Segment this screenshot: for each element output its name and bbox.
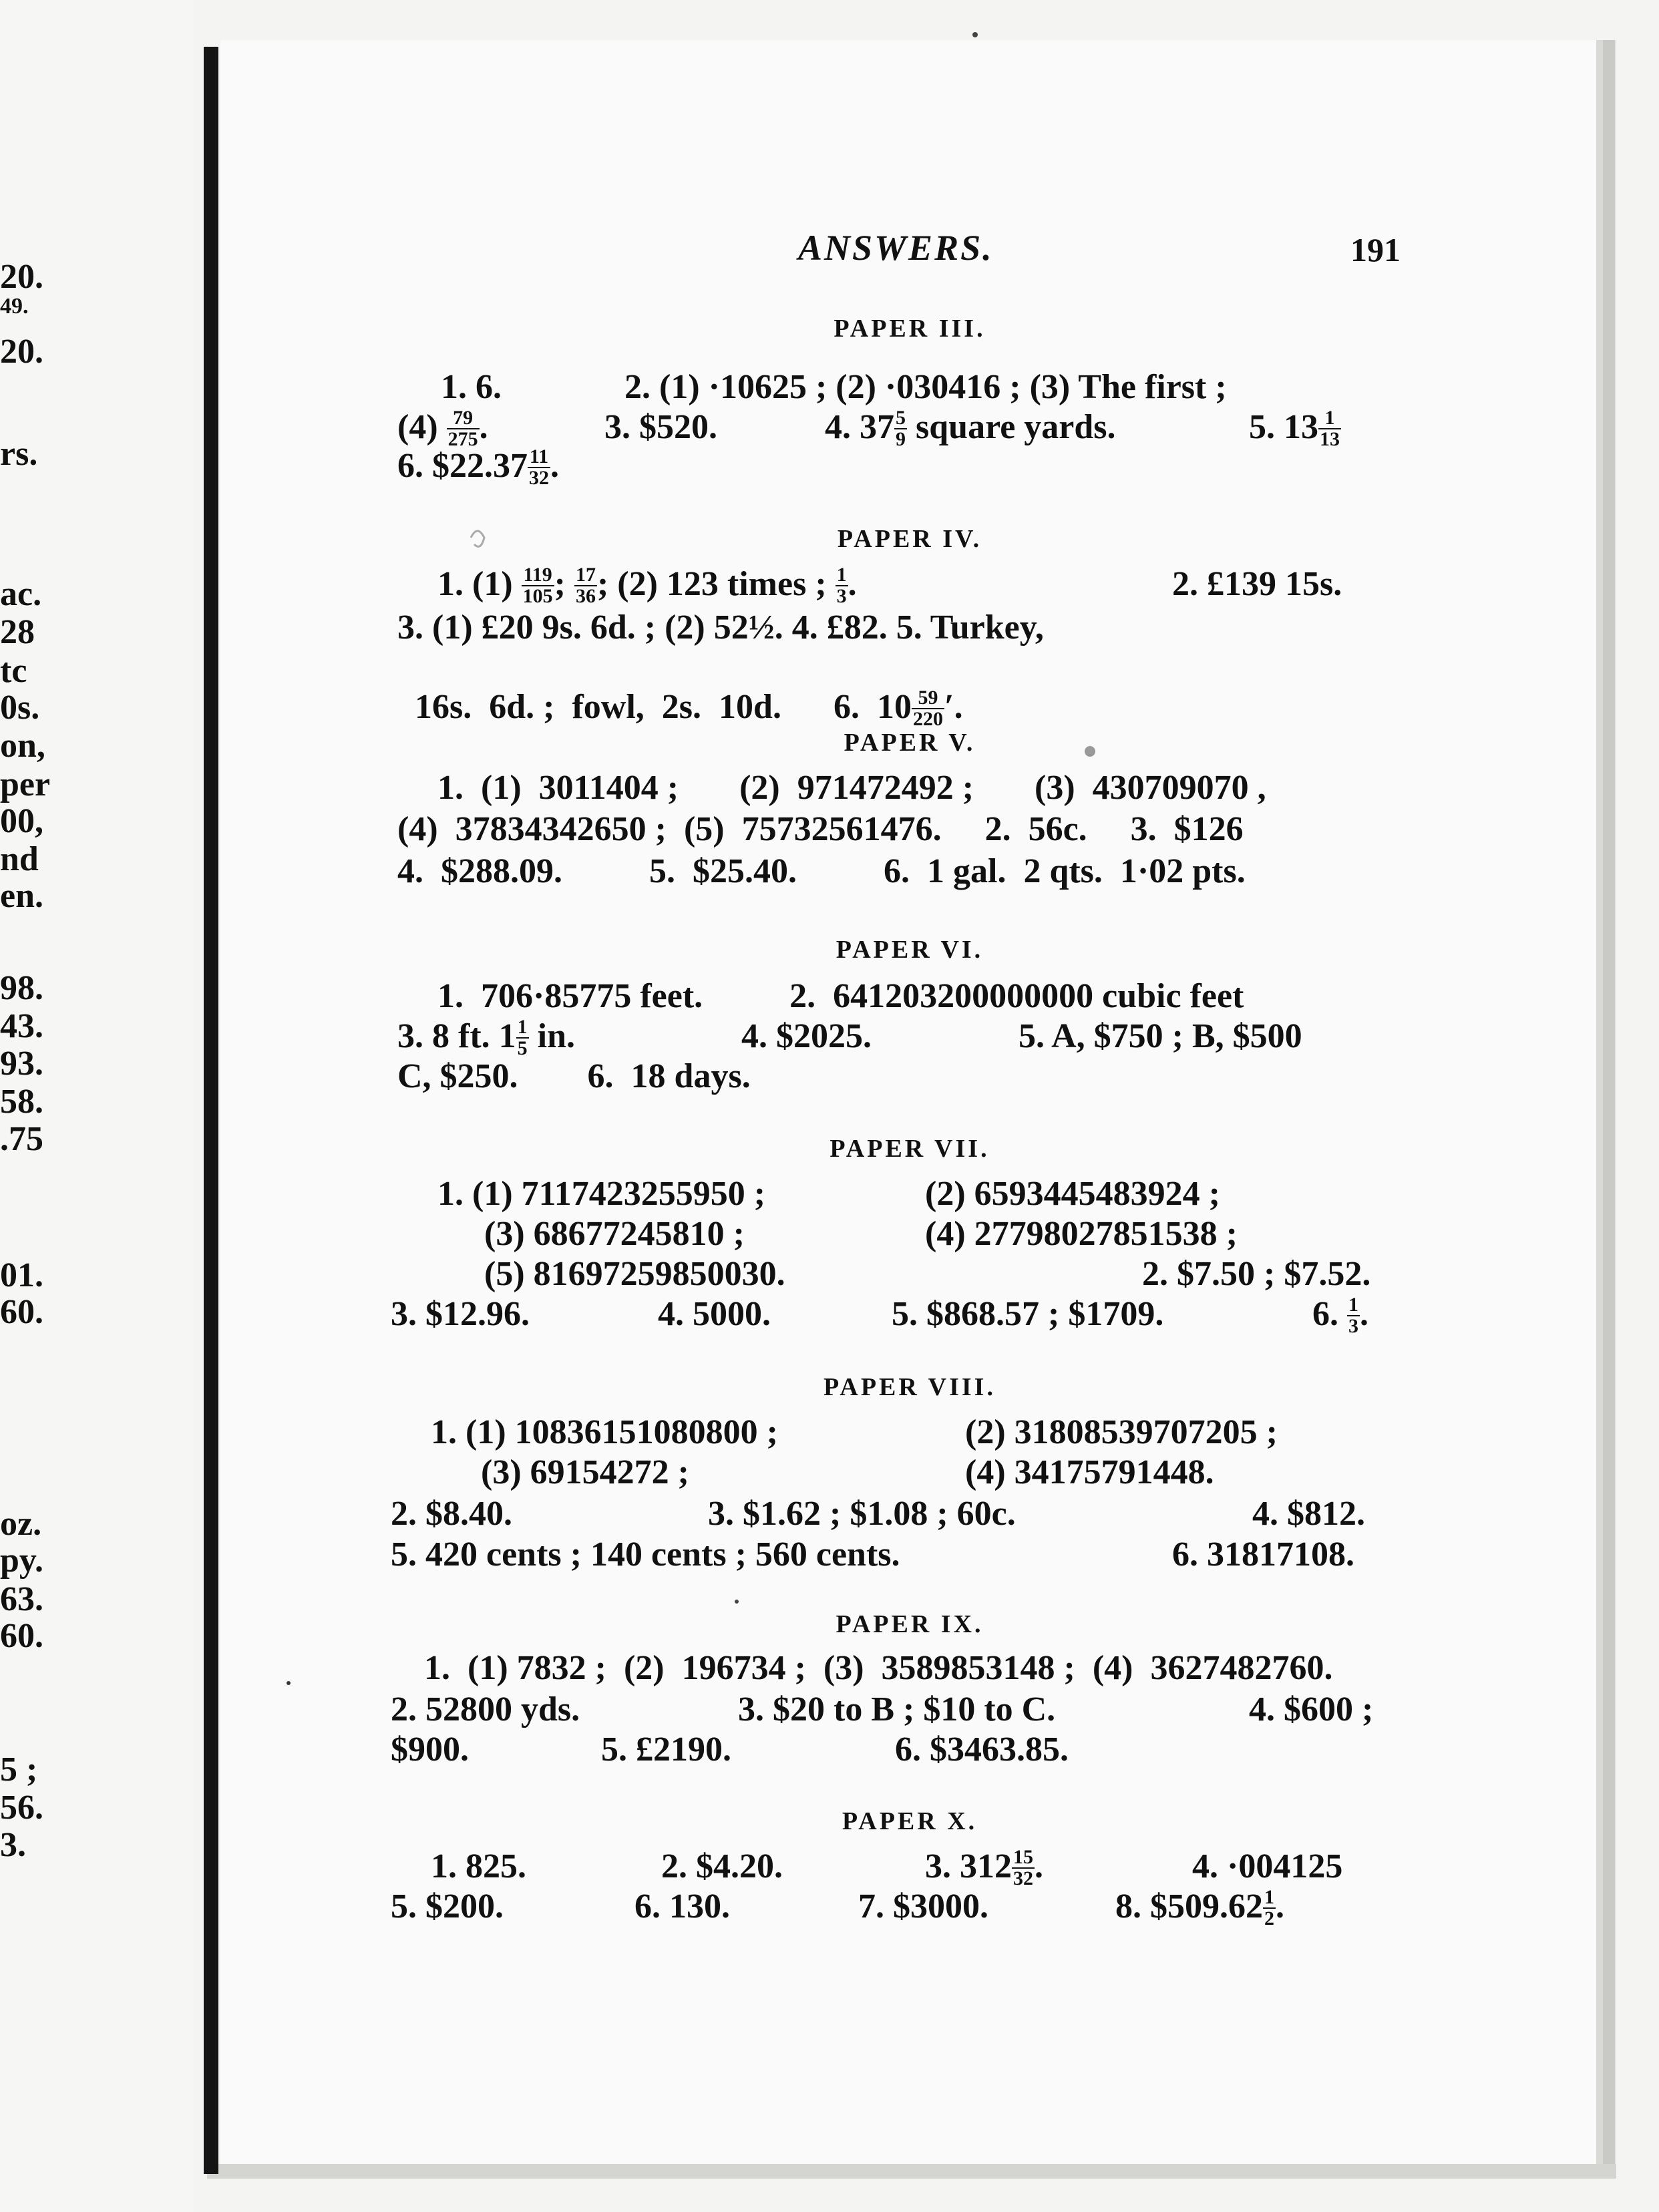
paper-9-answer-4-cont: $900. [391,1730,469,1769]
paper-10-answer-8: 8. $509.62 $\frac{1}{2}$ . [1115,1885,1284,1929]
left-fragment-2: 49. [0,294,29,319]
paper-9-answer-5: 5. £2190. [601,1730,731,1769]
paper-9-answer-2: 2. 52800 yds. [391,1690,580,1728]
paper-8-answer-2: 2. $8.40. [391,1495,512,1533]
left-fragment-20: 60. [0,1293,43,1331]
paper-3-answer-2: 2. (1) ·10625 ; (2) ·030416 ; (3) The first ; [624,368,1227,406]
left-fragment-8: 0s. [0,689,40,727]
page-number: 191 [1350,231,1401,268]
paper-4-heading: PAPER IV. [837,525,982,553]
paper-5-heading: PAPER V. [844,729,976,757]
paper-3-answer-3: 3. $520. [604,408,717,446]
paper-6-answer-5: 5. A, $750 ; B, $500 [1019,1017,1302,1055]
paper-6-line-1: 1. 706·85775 feet. 2. 641203200000000 cubic feet [437,977,1244,1015]
paper-5-line-2: (4) 37834342650 ; (5) 75732561476. 2. 56c. 3. $126 [397,810,1244,848]
left-fragment-14: 98. [0,969,43,1007]
paper-10-answer-5: 5. $200. [391,1887,504,1925]
left-fragment-7: tc [0,652,27,690]
paper-8-answer-3: 3. $1.62 ; $1.08 ; 60c. [708,1495,1016,1533]
paper-8-answer-1-4: (4) 34175791448. [965,1453,1214,1491]
paper-8-answer-1-2: (2) 31808539707205 ; [965,1413,1278,1451]
paper-6-answer-3: 3. 8 ft. 1 $\frac{1}{5}$ in. [397,1015,576,1059]
paper-7-answer-6: 6. $\frac{1}{3}$ . [1312,1293,1368,1337]
paper-7-answer-1-1: 1. (1) 7117423255950 ; [437,1175,766,1213]
paper-6-heading: PAPER VI. [836,936,984,964]
paper-4-answer-2: 2. £139 15s. [1172,565,1342,603]
paper-3-line-2: (4) $\frac{79}{275}$ . [397,406,488,450]
paper-8-answer-1-3: (3) 69154272 ; [481,1453,689,1491]
left-fragment-13: en. [0,877,43,915]
left-fragment-23: 63. [0,1580,43,1618]
left-fragment-10: per [0,765,51,803]
paper-3-answer-1: 1. 6. [441,368,502,406]
paper-9-answer-3: 3. $20 to B ; $10 to C. [738,1690,1056,1728]
left-fragment-27: 3. [0,1826,26,1864]
paper-9-answer-4: 4. $600 ; [1249,1690,1374,1728]
paper-9-line-1: 1. (1) 7832 ; (2) 196734 ; (3) 3589853148 ; (4) 3627482760. [424,1649,1333,1687]
left-fragment-4: rs. [0,435,38,473]
paper-10-answer-6: 6. 130. [634,1887,730,1925]
left-fragment-25: 5 ; [0,1750,38,1789]
paper-8-heading: PAPER VIII. [823,1373,996,1401]
paper-7-answer-4: 4. 5000. [658,1295,771,1333]
paper-3-answer-4: 4. 37 $\frac{5}{9}$ square yards. [825,406,1116,450]
paper-10-answer-7: 7. $3000. [858,1887,988,1925]
paper-10-answer-3: 3. 312 $\frac{15}{32}$ . [925,1845,1043,1889]
paper-3-heading: PAPER III. [834,315,986,343]
left-fragment-11: 00, [0,802,43,840]
left-fragment-12: nd [0,840,39,878]
running-header: ANSWERS. [798,228,994,268]
paper-10-answer-4: 4. ·004125 [1192,1847,1343,1885]
left-fragment-5: ac. [0,575,42,613]
paper-8-answer-1-1: 1. (1) 10836151080800 ; [431,1413,778,1451]
left-fragment-18: .75 [0,1120,43,1158]
left-fragment-16: 93. [0,1045,43,1083]
paper-7-answer-3: 3. $12.96. [391,1295,530,1333]
paper-10-answer-2: 2. $4.20. [661,1847,783,1885]
paper-9-answer-6: 6. $3463.85. [895,1730,1069,1769]
paper-6-answer-4: 4. $2025. [741,1017,872,1055]
paper-7-heading: PAPER VII. [830,1135,990,1163]
paper-5-line-1: 1. (1) 3011404 ; (2) 971472492 ; (3) 430709070 , [437,769,1266,807]
paper-7-answer-1-4: (4) 27798027851538 ; [925,1215,1238,1253]
paper-10-answer-1: 1. 825. [431,1847,526,1885]
paper-7-answer-1-3: (3) 68677245810 ; [484,1215,745,1253]
paper-8-answer-4: 4. $812. [1252,1495,1365,1533]
left-fragment-26: 56. [0,1789,43,1827]
left-fragment-21: oz. [0,1505,42,1543]
paper-4-line-2: 3. (1) £20 9s. 6d. ; (2) 52½. 4. £82. 5. Turkey, [397,608,1044,647]
paper-4-answer-1: 1. (1) $\frac{119}{105}$ ; $\frac{17}{36}$ ; (2) 123 times ; $\frac{1}{3}$ . [437,563,857,607]
paper-3-answer-5: 5. 13 $\frac{1}{13}$ [1249,406,1340,450]
left-fragment-1: 20. [0,258,43,296]
paper-8-answer-5: 5. 420 cents ; 140 cents ; 560 cents. [391,1535,900,1574]
paper-9-heading: PAPER IX. [836,1610,984,1638]
paper-4-line-3: 16s. 6d. ; fowl, 2s. 10d. 6. 10 $\frac{59}{220}$ ′. [415,686,963,730]
left-fragment-24: 60. [0,1617,43,1655]
paper-5-line-3: 4. $288.09. 5. $25.40. 6. 1 gal. 2 qts. 1·02 pts. [397,852,1246,890]
paper-7-answer-1-5: (5) 81697259850030. [484,1255,785,1293]
paper-10-heading: PAPER X. [842,1807,978,1835]
paper-3-answer-6: 6. $22.37 $\frac{11}{32}$ . [397,445,559,489]
paper-7-answer-1-2: (2) 6593445483924 ; [925,1175,1220,1213]
left-fragment-6: 28 [0,613,35,651]
left-fragment-9: on, [0,727,45,765]
left-fragment-22: py. [0,1541,44,1580]
paper-8-answer-6: 6. 31817108. [1172,1535,1354,1574]
left-fragment-19: 01. [0,1256,43,1294]
left-fragment-17: 58. [0,1083,43,1121]
left-fragment-15: 43. [0,1007,43,1045]
paper-6-line-3: C, $250. 6. 18 days. [397,1057,751,1095]
left-fragment-3: 20. [0,333,43,371]
paper-7-answer-2: 2. $7.50 ; $7.52. [1142,1255,1371,1293]
paper-7-answer-5: 5. $868.57 ; $1709. [892,1295,1164,1333]
